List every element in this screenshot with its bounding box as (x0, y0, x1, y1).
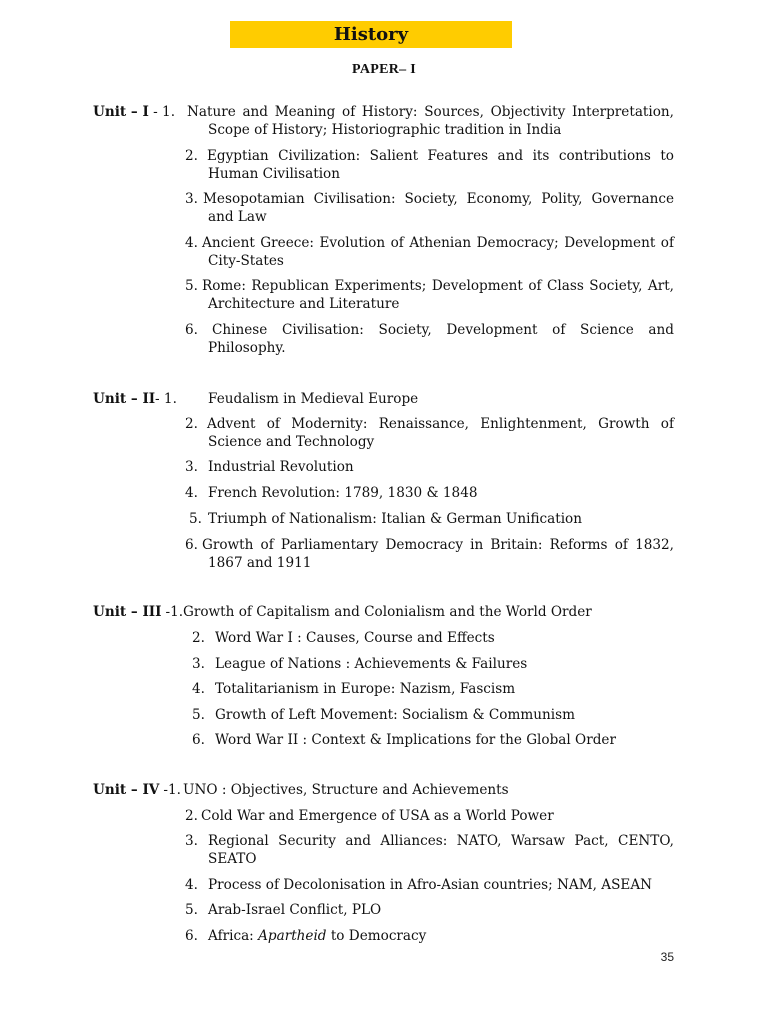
item-number: 5. (185, 902, 198, 918)
list-item: Growth of Capitalism and Colonialism and the World Order (183, 604, 592, 620)
list-item: Ancient Greece: Evolution of Athenian Democracy; Development of (202, 235, 674, 251)
list-item-continuation: Philosophy. (208, 340, 286, 356)
list-item: Advent of Modernity: Renaissance, Enlightenment, Growth of (207, 416, 674, 432)
item-number: 3. (185, 191, 198, 207)
list-item-emphasis: Apartheid (258, 928, 327, 944)
unit-label: Unit – II (93, 391, 156, 407)
item-number: 2. (185, 416, 198, 432)
list-item-continuation: Architecture and Literature (208, 296, 400, 312)
item-number: 5. (192, 707, 205, 723)
item-number: 4. (185, 235, 198, 251)
list-item: Mesopotamian Civilisation: Society, Economy, Polity, Governance (203, 191, 674, 207)
item-number: 3. (185, 833, 198, 849)
item-number: 3. (185, 459, 198, 475)
unit-label: Unit – IV (93, 782, 160, 798)
list-item: UNO : Objectives, Structure and Achievements (183, 782, 509, 798)
list-item: Regional Security and Alliances: NATO, Warsaw Pact, CENTO, (208, 833, 674, 849)
list-item: Feudalism in Medieval Europe (208, 391, 419, 407)
item-number: 4. (185, 877, 198, 893)
list-item: Cold War and Emergence of USA as a World Power (201, 808, 554, 824)
item-number: -1. (163, 782, 181, 798)
list-item: Growth of Parliamentary Democracy in Britain: Reforms of 1832, (202, 537, 674, 553)
list-item: League of Nations : Achievements & Failures (215, 656, 528, 672)
list-item: Triumph of Nationalism: Italian & German Unification (208, 511, 582, 527)
list-item: Process of Decolonisation in Afro-Asian countries; NAM, ASEAN (208, 877, 653, 893)
subject-banner (230, 21, 512, 48)
subject-title: History (333, 24, 409, 45)
item-number: 4. (192, 681, 205, 697)
list-item-continuation: Human Civilisation (208, 166, 340, 182)
list-item: Totalitarianism in Europe: Nazism, Fascism (215, 681, 516, 697)
item-number: - 1. (155, 391, 177, 407)
item-number: 6. (185, 537, 198, 553)
list-item-continuation: SEATO (208, 851, 257, 867)
item-number: 6. (192, 732, 205, 748)
list-item-continuation: 1867 and 1911 (208, 555, 312, 571)
item-number: -1. (165, 604, 184, 620)
unit-4-heading (93, 781, 181, 799)
list-item: Chinese Civilisation: Society, Development of Science and (212, 322, 674, 338)
item-number: 3. (192, 656, 205, 672)
item-number: 5. (189, 511, 202, 527)
list-item-text: Africa: (208, 928, 259, 944)
list-item: Growth of Left Movement: Socialism & Communism (215, 707, 575, 723)
page-number: 35 (660, 950, 674, 964)
unit-label: Unit – I (93, 104, 149, 120)
item-number: 5. (185, 278, 198, 294)
unit-label: Unit – III (93, 604, 162, 620)
list-item: Industrial Revolution (208, 459, 354, 475)
item-number: 6. (185, 928, 198, 944)
list-item-text: to Democracy (326, 928, 427, 944)
list-item: Egyptian Civilization: Salient Features and its contributions to (207, 148, 674, 164)
paper-title: PAPER– I (352, 62, 416, 77)
unit-2-heading (93, 390, 155, 408)
list-item (208, 927, 426, 945)
list-item: Word War I : Causes, Course and Effects (215, 630, 495, 646)
list-item: Word War II : Context & Implications for the Global Order (215, 732, 616, 748)
item-number: 2. (185, 808, 198, 824)
list-item-continuation: Science and Technology (208, 434, 375, 450)
list-item: Nature and Meaning of History: Sources, Objectivity Interpretation, (187, 104, 674, 120)
item-number: 2. (192, 630, 205, 646)
unit-3-heading (93, 603, 183, 621)
list-item: French Revolution: 1789, 1830 & 1848 (208, 485, 478, 501)
list-item-continuation: City-States (208, 253, 284, 269)
list-item: Arab-Israel Conflict, PLO (208, 902, 382, 918)
item-number: 2. (185, 148, 198, 164)
list-item: Rome: Republican Experiments; Development of Class Society, Art, (202, 278, 674, 294)
item-number: 6. (185, 322, 198, 338)
item-number: - 1. (153, 104, 176, 120)
unit-1-heading (93, 103, 175, 121)
item-number: 4. (185, 485, 198, 501)
list-item-continuation: Scope of History; Historiographic tradition in India (208, 122, 562, 138)
list-item-continuation: and Law (208, 209, 267, 225)
